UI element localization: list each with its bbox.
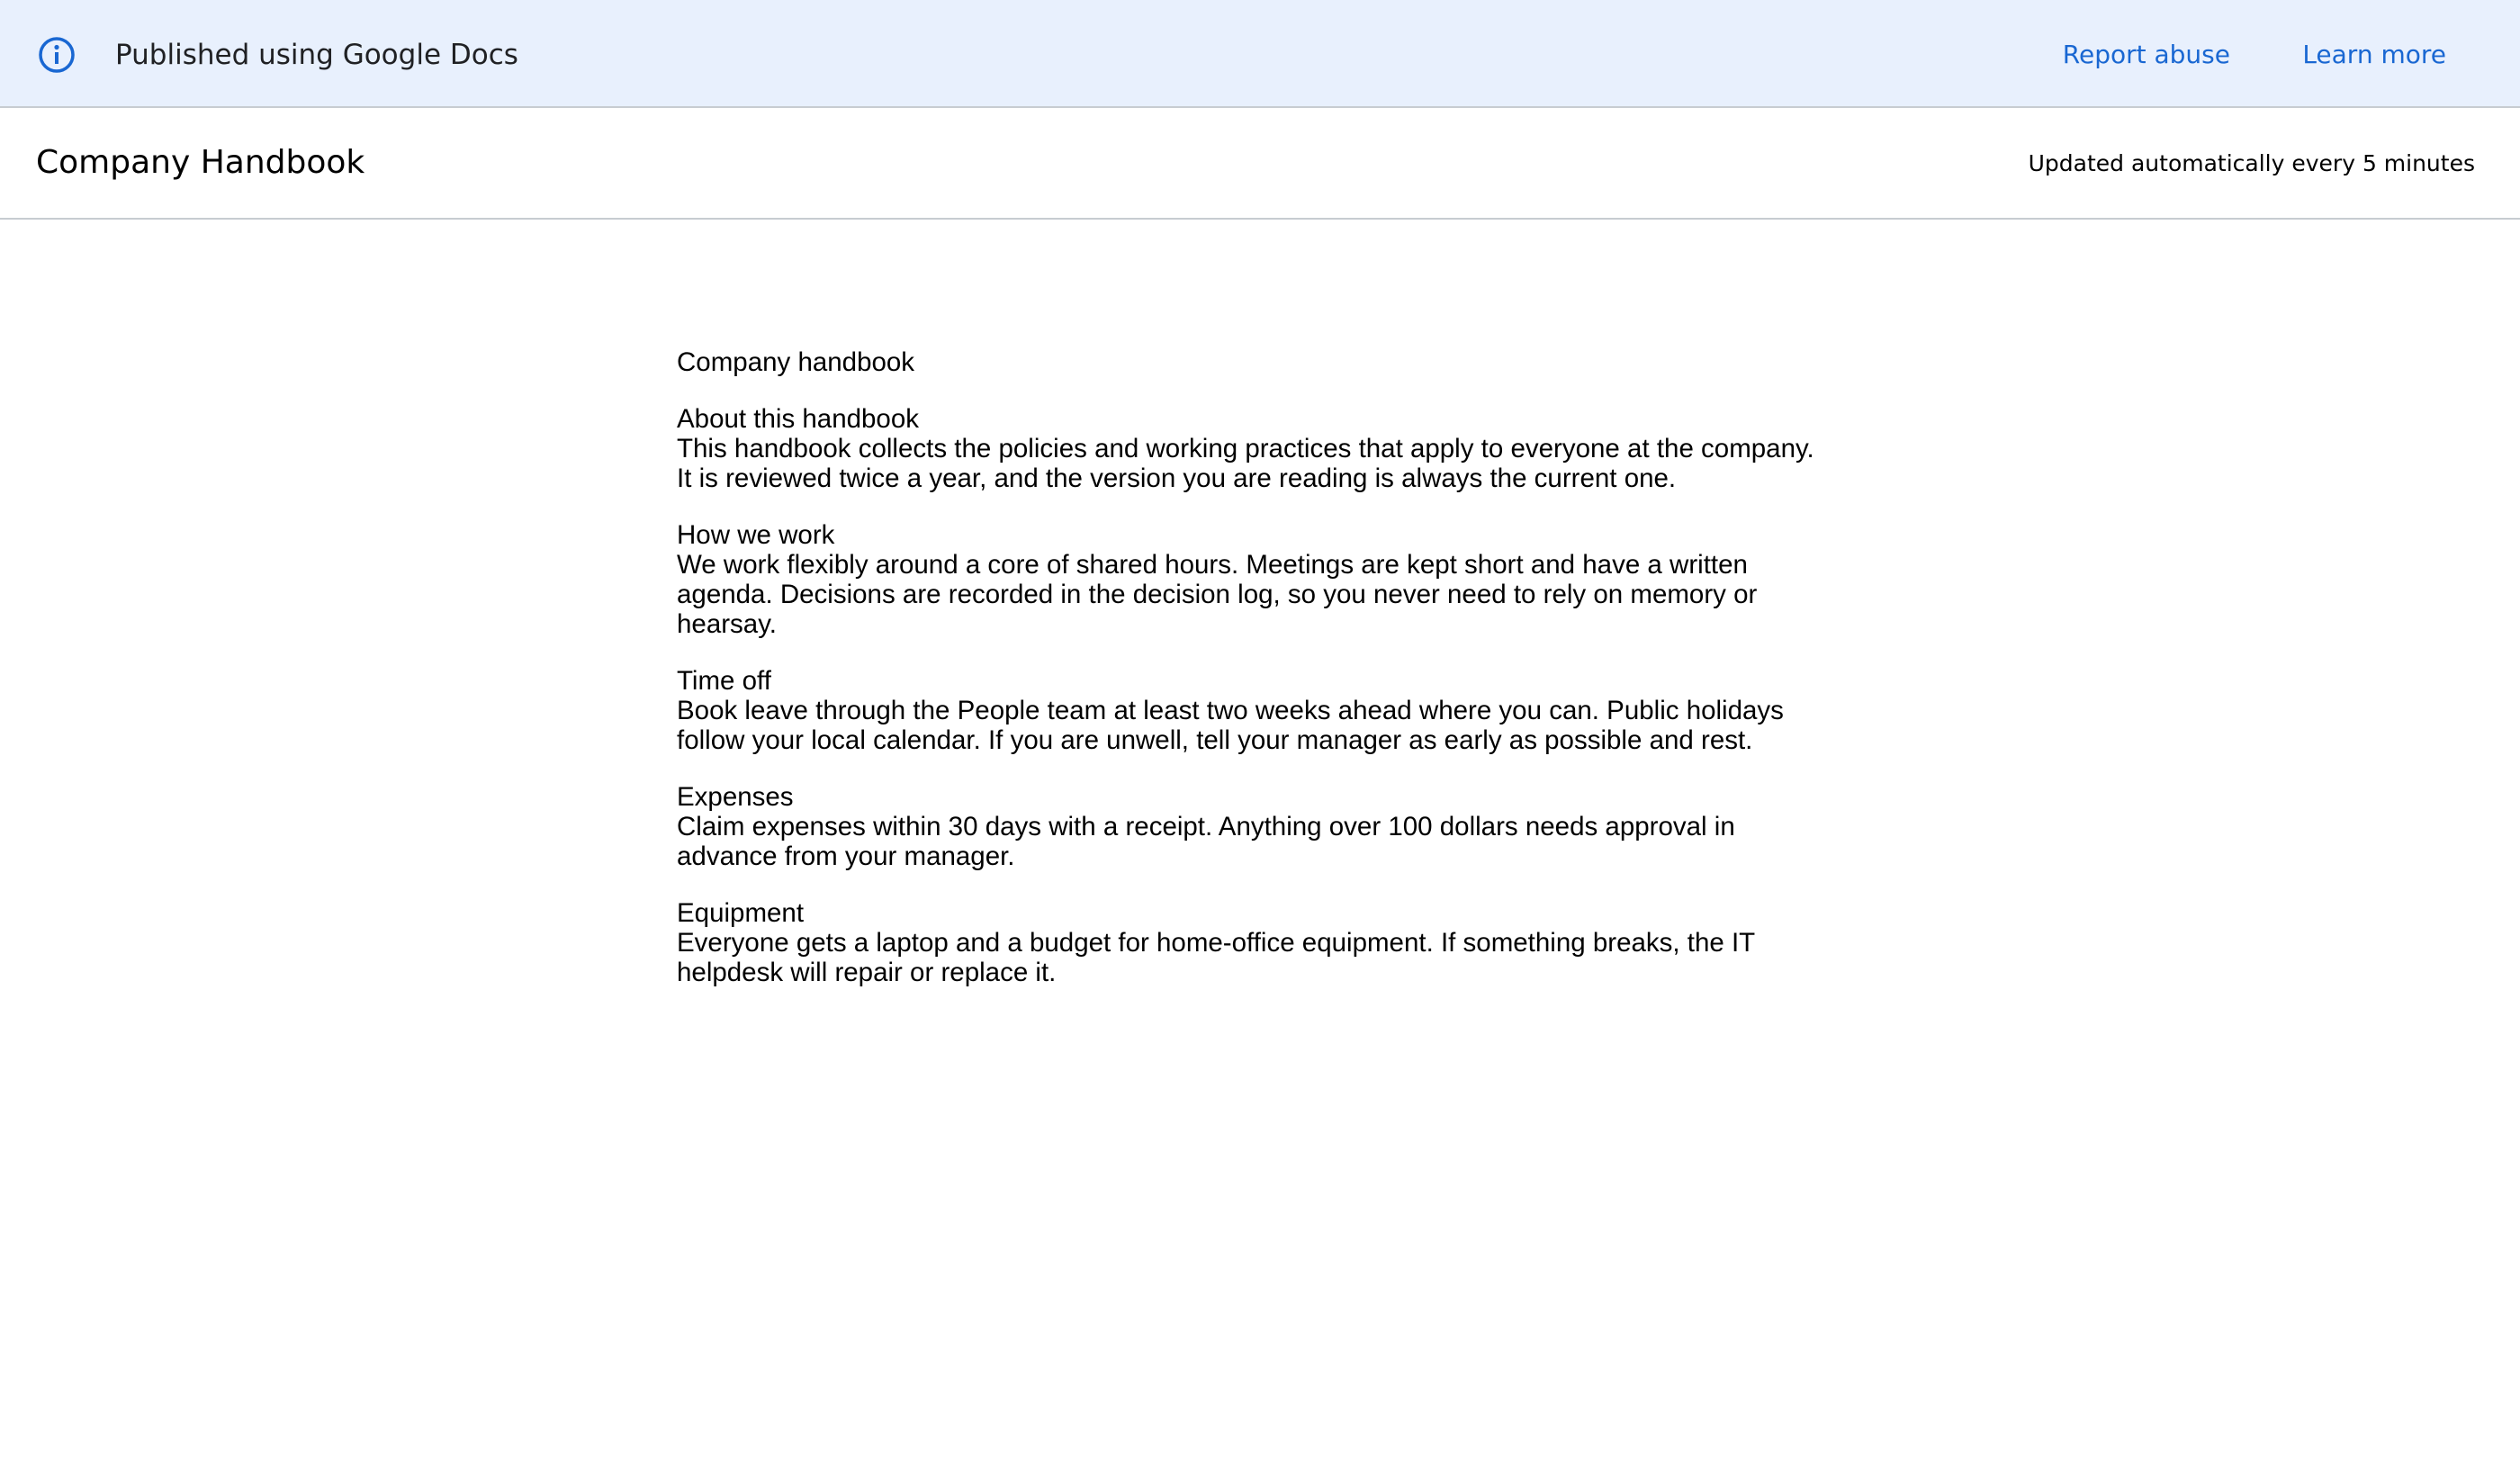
learn-more-link[interactable]: Learn more	[2302, 40, 2446, 69]
section-body: We work flexibly around a core of shared hours. Meetings are kept short and have a written agenda. Decisions are recorded in the decision log, so you never need to rely on memory or hearsay.	[677, 550, 1758, 639]
info-icon	[36, 34, 77, 76]
section-title: How we work	[677, 520, 835, 550]
document-header	[0, 108, 2520, 220]
section-time-off	[677, 666, 1829, 755]
section-title: Expenses	[677, 782, 794, 812]
section-about	[677, 404, 1829, 493]
report-abuse-link[interactable]: Report abuse	[2062, 40, 2230, 69]
section-equipment	[677, 898, 1829, 987]
publish-banner	[0, 0, 2520, 108]
section-body: Everyone gets a laptop and a budget for home-office equipment. If something breaks, the IT helpdesk will repair or replace it.	[677, 928, 1755, 987]
section-title: About this handbook	[677, 404, 919, 434]
section-body: Book leave through the People team at least two weeks ahead where you can. Public holidays follow your local calendar. If you are unwell, tell your manager as early as possible and rest.	[677, 696, 1784, 755]
section-how-we-work	[677, 520, 1829, 639]
section-body: Claim expenses within 30 days with a receipt. Anything over 100 dollars needs approval in advance from your manager.	[677, 812, 1735, 871]
update-note: Updated automatically every 5 minutes	[2028, 150, 2475, 176]
banner-text: Published using Google Docs	[115, 39, 518, 71]
document-heading: Company handbook	[677, 347, 915, 377]
section-title: Time off	[677, 666, 771, 696]
document-body	[677, 347, 1829, 1014]
section-title: Equipment	[677, 898, 805, 928]
section-body: This handbook collects the policies and working practices that apply to everyone at the company. It is reviewed twice a year, and the version you are reading is always the current one.	[677, 434, 1814, 493]
page-title: Company Handbook	[36, 144, 365, 181]
section-expenses	[677, 782, 1829, 871]
